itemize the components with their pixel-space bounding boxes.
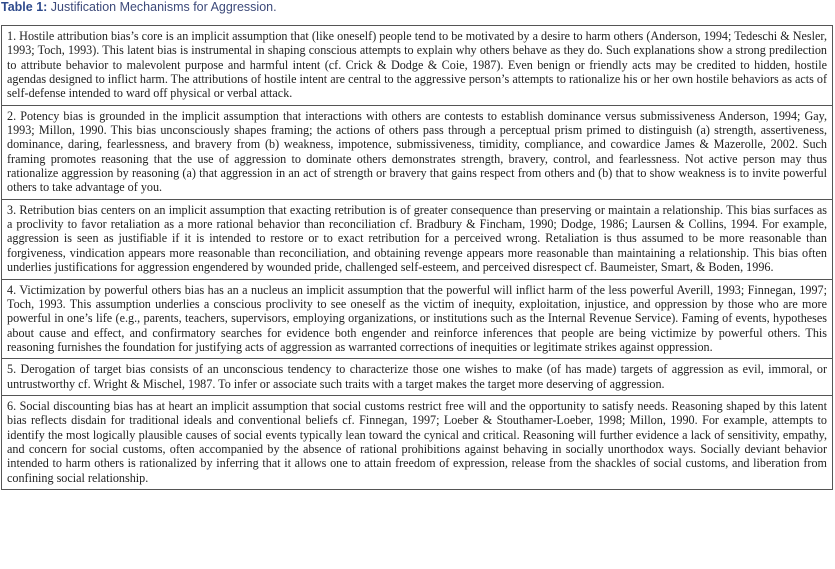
table-row	[2, 395, 833, 489]
table-caption-label: Table 1:	[1, 0, 48, 14]
row-text: 6. Social discounting bias has at heart an implicit assumption that social customs restrict free will and the opportunity to satisfy needs. Reasoning shaped by this latent bias reflects disdain for traditional ideals and conventional beliefs cf. Finnegan, 1997; Loeber & Stouthamer-Loeber, 1998; Millon, 1990. For example, attempts to identify the most logically plausible causes of social events typically lean toward the cynical and critical. Reasoning will further evidence a lack of sensitivity, empathy, and concern for social customs, often accompanied by the absence of rational prohibitions against behaving in socially unorthodox ways. Socially deviant behavior intended to harm others is rationalized by inferring that it allows one to attain freedom of expression, release from the shackles of social customs, and liberation from confining social relationship.	[7, 398, 827, 485]
table-cell-potency-bias	[2, 105, 833, 199]
table-row	[2, 26, 833, 106]
table-cell-victimization-bias	[2, 279, 833, 359]
table-row	[2, 199, 833, 279]
table-cell-hostile-attribution-bias	[2, 26, 833, 106]
table-cell-retribution-bias	[2, 199, 833, 279]
table-row	[2, 105, 833, 199]
table-row	[2, 279, 833, 359]
row-text: 4. Victimization by powerful others bias has an a nucleus an implicit assumption that the powerful will inflict harm of the less powerful Averill, 1993; Finnegan, 1997; Toch, 1993. This assumption underlies a conscious proclivity to see oneself as the victim of inequity, exploitation, injustice, and oppression by those who are more powerful in one’s life (e.g., parents, teachers, supervisors, employing organizations, or institutions such as the Internal Revenue Service). Faming of events, hypotheses about cause and effect, and confirmatory searches for evidence both engender and reinforce inferences that people are being victimize by powerful others. This reasoning furnishes the foundation for justifying acts of aggression as warranted corrections of inequities or legitimate strikes against oppression.	[7, 282, 827, 354]
row-text: 1. Hostile attribution bias’s core is an implicit assumption that (like oneself) people tend to be motivated by a desire to harm others (Anderson, 1994; Tedeschi & Nesler, 1993; Toch, 1993). This latent bias is instrumental in shaping conscious attempts to explain why others behave as they do. Such explanations show a strong predilection to attribute behavior to malevolent purpose and harmful intent (cf. Crick & Dodge & Coie, 1987). Even benign or friendly acts may be credited to hidden, hostile agendas designed to inflict harm. The attributions of hostile intent are central to the aggressive person’s attempts to rationalize his or her own hostile behaviors as acts of self-defense intended to ward off physical or verbal attack.	[7, 29, 827, 101]
justification-mechanisms-table	[1, 25, 833, 490]
table-caption-title: Justification Mechanisms for Aggression.	[47, 0, 277, 14]
table-caption	[1, 0, 277, 20]
row-text: 3. Retribution bias centers on an implicit assumption that exacting retribution is of greater consequence than preserving or maintain a relationship. This bias surfaces as a proclivity to favor retaliation as a more rational behavior than reconciliation cf. Bradbury & Fincham, 1990; Dodge, 1986; Laursen & Collins, 1994. For example, aggression is seen as justifiable if it is intended to restore or to exact retribution for a perceived wrong. Retaliation is thus assumed to be more reasonable than forgiveness, vindication appears more reasonable than reconciliation, and obtaining revenge appears more reasonable than maintaining a relationship. This bias often underlies justifications for aggression engendered by wounded pride, challenged self-esteem, and perceived disrespect cf. Baumeister, Smart, & Boden, 1996.	[7, 202, 827, 275]
row-text: 5. Derogation of target bias consists of an unconscious tendency to characterize those one wishes to make (of has made) targets of aggression as evil, immoral, or untrustworthy cf. Wright & Mischel, 1987. To infer or associate such traits with a target makes the target more deserving of aggression.	[7, 362, 827, 391]
row-text: 2. Potency bias is grounded in the implicit assumption that interactions with others are contests to establish dominance versus submissiveness Anderson, 1994; Gay, 1993; Millon, 1990. This bias unconsciously shapes framing; the actions of others pass through a perceptual prism primed to distinguish (a) strength, assertiveness, dominance, daring, fearlessness, and bravery from (b) weakness, impotence, submissiveness, timidity, compliance, and cowardice James & Mazerolle, 2002. Such framing promotes reasoning that the use of aggression to dominate others demonstrates strength, bravery, control, and fearlessness. Not active person may thus rationalize aggression by reasoning (a) that aggression in an act of strength or bravery that gains respect from others and (b) that to show weakness is to invite powerful others to take advantage of you.	[7, 108, 827, 195]
table-cell-social-discounting-bias	[2, 395, 833, 489]
table-cell-derogation-of-target-bias	[2, 359, 833, 396]
table-row	[2, 359, 833, 396]
